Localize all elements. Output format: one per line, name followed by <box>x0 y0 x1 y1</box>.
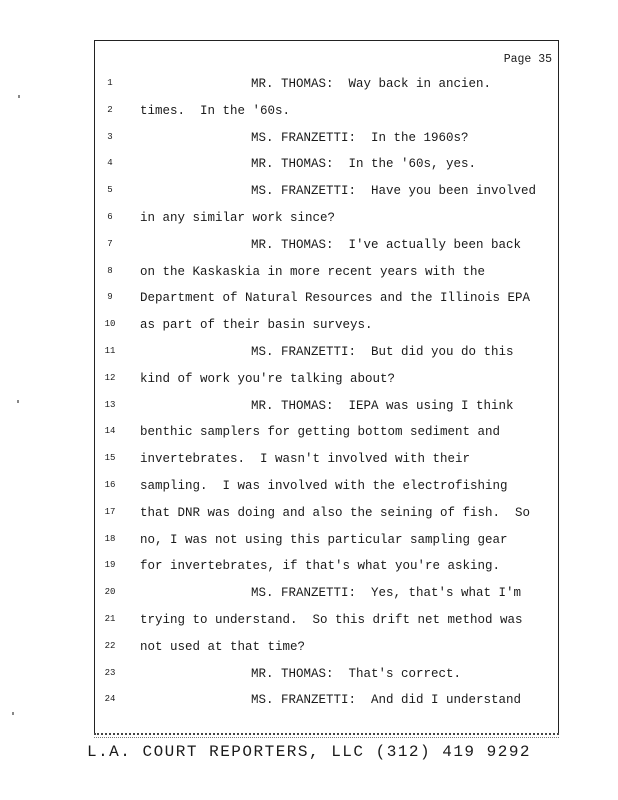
transcript-line <box>95 533 560 553</box>
line-text: MS. FRANZETTI: In the 1960s? <box>251 130 469 145</box>
line-text: MR. THOMAS: IEPA was using I think <box>251 398 514 413</box>
transcript-line <box>95 157 560 177</box>
line-text: that DNR was doing and also the seining of fish. So <box>140 505 531 520</box>
line-number: 8 <box>107 265 113 276</box>
line-text: for invertebrates, if that's what you're asking. <box>140 559 501 574</box>
line-number: 15 <box>104 453 116 464</box>
transcript-page <box>94 40 559 734</box>
line-number: 24 <box>104 694 116 705</box>
transcript-line <box>95 425 560 445</box>
line-number: 11 <box>104 346 116 356</box>
line-text: times. In the '60s. <box>140 103 291 118</box>
scan-speck <box>18 95 20 98</box>
line-number: 12 <box>104 372 116 383</box>
line-text: MR. THOMAS: That's correct. <box>251 666 462 681</box>
transcript-line <box>95 104 560 124</box>
line-number: 10 <box>104 319 116 330</box>
transcript-line <box>95 506 560 526</box>
line-number: 5 <box>107 185 113 196</box>
line-number: 1 <box>107 78 113 88</box>
line-text: benthic samplers for getting bottom sediment and <box>140 425 501 440</box>
page-bottom-rule-secondary <box>94 737 559 738</box>
line-text: MS. FRANZETTI: And did I understand <box>251 693 522 708</box>
line-number: 19 <box>104 560 116 571</box>
line-text: as part of their basin surveys. <box>140 318 373 333</box>
transcript-line <box>95 613 560 633</box>
line-text: kind of work you're talking about? <box>140 371 396 386</box>
transcript-line <box>95 184 560 204</box>
line-text: MS. FRANZETTI: But did you do this <box>251 345 514 359</box>
reporter-footer: L.A. COURT REPORTERS, LLC (312) 419 9292 <box>86 743 532 761</box>
transcript-line <box>95 372 560 392</box>
line-text: no, I was not using this particular sampling gear <box>140 532 508 547</box>
line-number: 17 <box>104 506 116 517</box>
transcript-line <box>95 265 560 285</box>
page-bottom-rule <box>94 733 559 735</box>
line-number: 3 <box>107 131 113 142</box>
line-number: 9 <box>107 292 113 303</box>
line-number: 13 <box>104 399 116 410</box>
line-number: 16 <box>104 480 116 490</box>
transcript-line <box>95 291 560 311</box>
line-text: invertebrates. I wasn't involved with their <box>140 452 471 467</box>
transcript-line <box>95 211 560 231</box>
line-text: Department of Natural Resources and the Illinois EPA <box>140 291 531 306</box>
line-number: 20 <box>104 587 116 598</box>
transcript-line <box>95 559 560 579</box>
scan-speck <box>17 400 19 403</box>
transcript-line <box>95 693 560 713</box>
line-text: MS. FRANZETTI: Yes, that's what I'm <box>251 586 522 601</box>
transcript-line <box>95 640 560 660</box>
transcript-line <box>95 667 560 687</box>
line-text: MR. THOMAS: In the '60s, yes. <box>251 157 477 172</box>
transcript-line <box>95 345 560 365</box>
line-text: on the Kaskaskia in more recent years with the <box>140 264 486 279</box>
transcript-line <box>95 77 560 97</box>
line-number: 22 <box>104 640 116 651</box>
transcript-line <box>95 318 560 338</box>
line-number: 2 <box>107 104 113 115</box>
line-text: MR. THOMAS: I've actually been back <box>251 237 522 252</box>
line-text: not used at that time? <box>140 639 306 654</box>
transcript-line <box>95 479 560 499</box>
line-number: 4 <box>107 158 113 169</box>
line-number: 14 <box>104 426 116 437</box>
scan-speck <box>12 712 14 715</box>
line-number: 7 <box>107 238 113 249</box>
page-number: Page 35 <box>503 53 552 66</box>
transcript-line <box>95 399 560 419</box>
transcript-line <box>95 452 560 472</box>
line-number: 21 <box>104 614 116 624</box>
transcript-line <box>95 131 560 151</box>
line-text: sampling. I was involved with the electrofishing <box>140 479 508 493</box>
transcript-line <box>95 586 560 606</box>
line-number: 18 <box>104 533 116 544</box>
transcript-line <box>95 238 560 258</box>
line-text: trying to understand. So this drift net method was <box>140 613 523 627</box>
line-text: MR. THOMAS: Way back in ancien. <box>251 77 492 91</box>
line-number: 6 <box>107 212 113 222</box>
line-number: 23 <box>104 667 116 678</box>
line-text: in any similar work since? <box>140 211 336 225</box>
line-text: MS. FRANZETTI: Have you been involved <box>251 184 537 199</box>
